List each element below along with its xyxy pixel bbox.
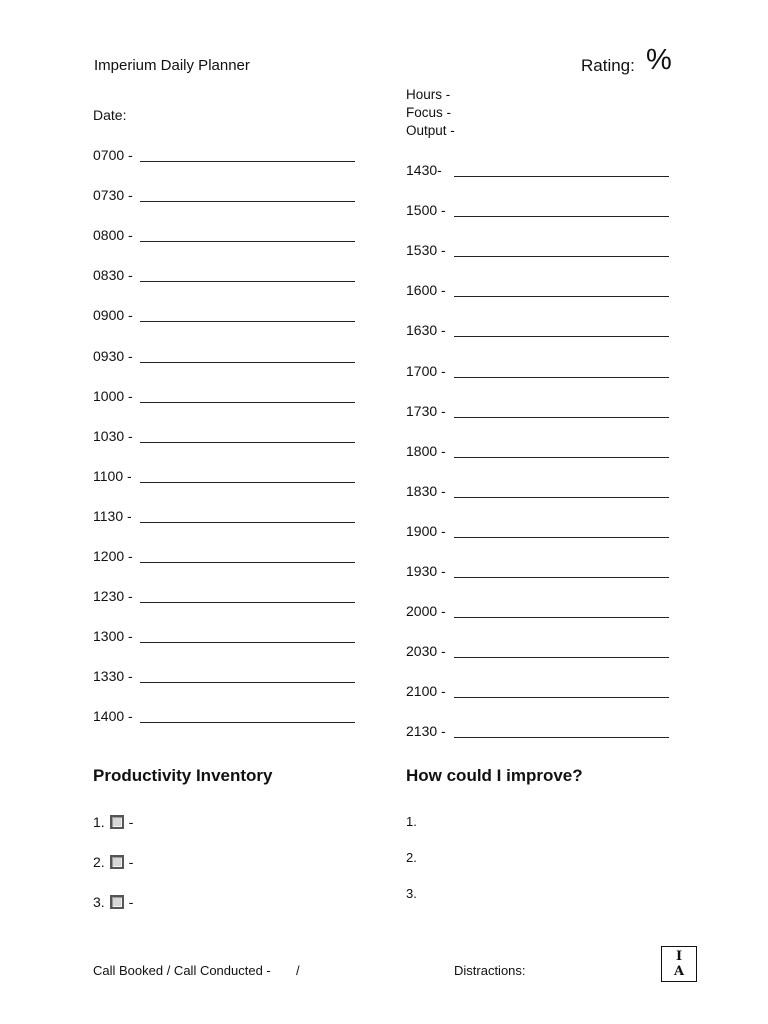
time-slot-label: 1930 - (406, 563, 446, 579)
time-slot-row (93, 227, 133, 243)
inventory-dash: - (128, 814, 134, 830)
time-slot-row (93, 468, 132, 484)
inventory-dash: - (128, 894, 134, 910)
time-slot-label: 1200 - (93, 548, 133, 564)
calls-label: Call Booked / Call Conducted - (93, 963, 271, 978)
time-slot-label: 1130 - (93, 507, 132, 524)
time-slot-entry-line[interactable] (140, 187, 355, 202)
time-slot-label: 1730 - (406, 402, 446, 419)
time-slot-entry-line[interactable] (454, 403, 669, 418)
time-slot-label: 1830 - (406, 482, 446, 499)
inventory-item (93, 894, 133, 910)
time-slot-entry-line[interactable] (454, 643, 669, 658)
time-slot-row (93, 508, 132, 524)
improve-item: 1. (406, 814, 417, 829)
time-slot-row (406, 162, 442, 178)
time-slot-entry-line[interactable] (140, 468, 355, 483)
time-slot-row (406, 363, 446, 379)
time-slot-entry-line[interactable] (454, 723, 669, 738)
time-slot-label: 1000 - (93, 387, 133, 404)
time-slot-row (406, 523, 446, 539)
time-slot-label: 1030 - (93, 427, 133, 444)
time-slot-entry-line[interactable] (454, 202, 669, 217)
time-slot-row (406, 403, 446, 419)
time-slot-entry-line[interactable] (454, 523, 669, 538)
focus-metric: Focus - (406, 105, 452, 120)
time-slot-entry-line[interactable] (140, 428, 355, 443)
improve-item: 3. (406, 886, 417, 901)
rating-percent-symbol: % (646, 44, 672, 76)
time-slot-row (93, 388, 133, 404)
inventory-number: 2. (93, 854, 105, 870)
time-slot-label: 1900 - (406, 522, 446, 539)
improve-item: 2. (406, 850, 417, 865)
time-slot-row (406, 202, 446, 218)
checkbox-icon[interactable] (110, 815, 124, 829)
time-slot-row (406, 483, 446, 499)
time-slot-entry-line[interactable] (140, 588, 355, 603)
time-slot-label: 2030 - (406, 643, 446, 660)
time-slot-entry-line[interactable] (454, 242, 669, 257)
time-slot-entry-line[interactable] (140, 227, 355, 242)
time-slot-label: 0800 - (93, 227, 133, 244)
time-slot-label: 1330 - (93, 668, 133, 685)
time-slot-entry-line[interactable] (454, 363, 669, 378)
time-slot-label: 1400 - (93, 708, 133, 725)
time-slot-row (406, 603, 446, 619)
distractions-label: Distractions: (454, 963, 526, 978)
time-slot-row (93, 307, 133, 323)
time-slot-row (93, 628, 133, 644)
time-slot-entry-line[interactable] (454, 322, 669, 337)
time-slot-row (93, 668, 133, 684)
time-slot-entry-line[interactable] (140, 307, 355, 322)
time-slot-label: 1300 - (93, 628, 133, 645)
time-slot-row (93, 588, 133, 604)
time-slot-row (93, 348, 133, 364)
time-slot-label: 1800 - (406, 442, 446, 459)
productivity-inventory-heading: Productivity Inventory (93, 766, 273, 785)
time-slot-row (406, 683, 446, 699)
time-slot-entry-line[interactable] (454, 683, 669, 698)
inventory-item (93, 814, 133, 830)
time-slot-label: 0930 - (93, 347, 133, 364)
time-slot-row (406, 643, 446, 659)
time-slot-label: 0900 - (93, 307, 133, 324)
time-slot-row (93, 548, 133, 564)
checkbox-icon[interactable] (110, 855, 124, 869)
time-slot-entry-line[interactable] (140, 668, 355, 683)
time-slot-row (406, 723, 446, 739)
time-slot-label: 1600 - (406, 282, 446, 299)
time-slot-row (406, 322, 446, 338)
time-slot-entry-line[interactable] (454, 483, 669, 498)
time-slot-row (406, 443, 446, 459)
time-slot-entry-line[interactable] (140, 628, 355, 643)
hours-metric: Hours - (406, 87, 451, 102)
time-slot-label: 0700 - (93, 147, 133, 163)
inventory-dash: - (128, 854, 134, 870)
time-slot-label: 2100 - (406, 683, 446, 700)
inventory-number: 1. (93, 814, 105, 830)
logo-letter-bottom: A (673, 964, 685, 979)
output-metric: Output - (406, 123, 455, 138)
time-slot-row (406, 563, 446, 579)
time-slot-label: 0830 - (93, 267, 133, 284)
time-slot-label: 1630 - (406, 322, 446, 339)
time-slot-label: 2130 - (406, 723, 446, 740)
calls-separator: / (296, 963, 300, 978)
time-slot-entry-line[interactable] (140, 548, 355, 563)
time-slot-entry-line[interactable] (140, 508, 355, 523)
time-slot-entry-line[interactable] (454, 443, 669, 458)
time-slot-entry-line[interactable] (140, 267, 355, 282)
inventory-number: 3. (93, 894, 105, 910)
time-slot-entry-line[interactable] (454, 282, 669, 297)
logo-letter-top: I (675, 949, 683, 964)
time-slot-row (406, 242, 446, 258)
time-slot-label: 1530 - (406, 242, 446, 259)
time-slot-label: 1430- (406, 162, 442, 178)
time-slot-entry-line[interactable] (454, 563, 669, 578)
time-slot-entry-line[interactable] (140, 348, 355, 363)
time-slot-row (93, 428, 133, 444)
time-slot-label: 2000 - (406, 603, 446, 620)
time-slot-label: 0730 - (93, 187, 133, 204)
time-slot-label: 1230 - (93, 588, 133, 605)
time-slot-row (93, 187, 133, 203)
ia-logo (661, 946, 697, 982)
time-slot-entry-line[interactable] (140, 147, 355, 162)
improve-heading: How could I improve? (406, 766, 583, 785)
time-slot-label: 1500 - (406, 202, 446, 219)
time-slot-row (93, 147, 133, 163)
time-slot-row (93, 267, 133, 283)
time-slot-entry-line[interactable] (454, 603, 669, 618)
rating-label: Rating: (581, 56, 635, 75)
planner-title: Imperium Daily Planner (94, 57, 250, 74)
time-slot-row (406, 282, 446, 298)
time-slot-label: 1700 - (406, 362, 446, 379)
time-slot-label: 1100 - (93, 467, 132, 484)
inventory-item (93, 854, 133, 870)
checkbox-icon[interactable] (110, 895, 124, 909)
time-slot-entry-line[interactable] (454, 162, 669, 177)
time-slot-row (93, 708, 133, 724)
date-label: Date: (93, 107, 127, 123)
time-slot-entry-line[interactable] (140, 388, 355, 403)
time-slot-entry-line[interactable] (140, 708, 355, 723)
